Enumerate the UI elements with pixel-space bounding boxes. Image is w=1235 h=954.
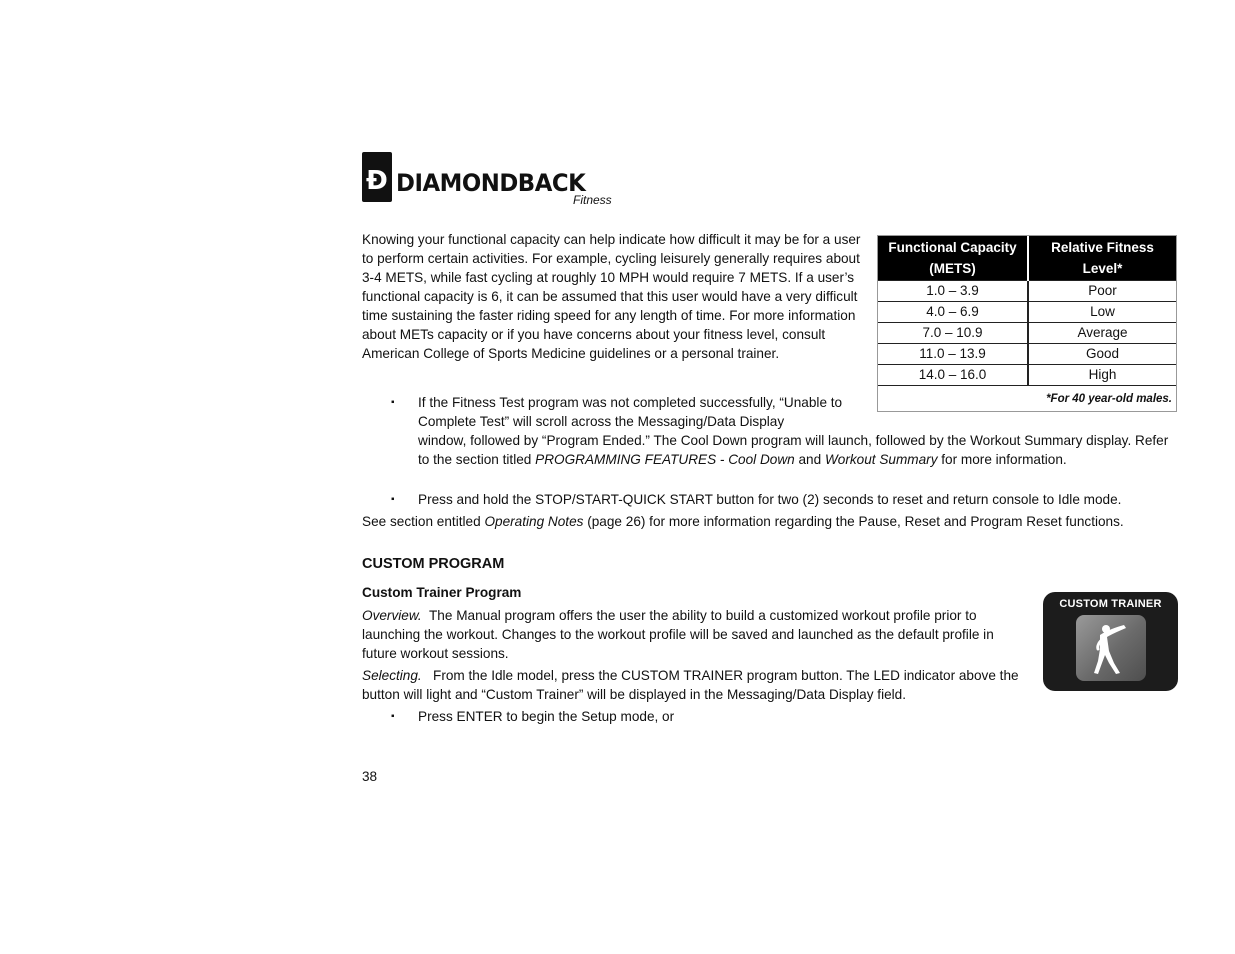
custom-trainer-button-label: CUSTOM TRAINER (1059, 598, 1162, 610)
table-cell: 14.0 – 16.0 (878, 365, 1028, 386)
bullet-marker: ▪ (391, 711, 395, 722)
table-header: Functional Capacity (METS) (878, 236, 1028, 281)
section-heading-custom-program: CUSTOM PROGRAM (362, 556, 505, 572)
table-row (878, 344, 1176, 365)
bullet-marker: ▪ (391, 494, 395, 505)
table-cell: High (1028, 365, 1176, 386)
logo-sub: Fitness (573, 193, 612, 207)
bullet-marker: ▪ (391, 397, 395, 408)
table-cell: 4.0 – 6.9 (878, 302, 1028, 323)
table-cell: 1.0 – 3.9 (878, 281, 1028, 302)
fitness-table (877, 235, 1177, 412)
table-footnote: *For 40 year-old males. (1046, 393, 1172, 405)
table-cell: 11.0 – 13.9 (878, 344, 1028, 365)
table-cell: Low (1028, 302, 1176, 323)
bullet-text-fitness-test: If the Fitness Test program was not completed successfully, “Unable to Complete Test” will scroll across the Messaging/Data Display (418, 395, 843, 429)
bullet-text-fitness-test-cont: window, followed by “Program Ended.” The Cool Down program will launch, followed by the Workout Summary display. Refer to the section titled PROGRAMMING FEATURES - Cool Down and Workout Summary for more information. (418, 433, 1169, 467)
intro-paragraph: Knowing your functional capacity can help indicate how difficult it may be for a user to perform certain activities. For example, cycling leisurely generally requires about 3-4 METS, while fast cycling at roughly 10 MPH would require 7 METS. If a user’s functional capacity is 6, it can be assumed that this user would have a very difficult time sustaining the faster riding speed for any length of time. For more information about METs capacity or if you have concerns about your fitness level, consult American College of Sports Medicine guidelines or a personal trainer. (362, 232, 861, 361)
logo-brand: DIAMONDBACK (396, 169, 586, 197)
table-cell: Average (1028, 323, 1176, 344)
table-cell: Poor (1028, 281, 1176, 302)
diamondback-logo (362, 152, 618, 208)
see-section-paragraph: See section entitled Operating Notes (page 26) for more information regarding the Pause, Reset and Program Reset functions. (362, 514, 1124, 529)
bullet-text-reset: Press and hold the STOP/START-QUICK START button for two (2) seconds to reset and return console to Idle mode. (418, 492, 1122, 507)
table-row (878, 365, 1176, 386)
table-row (878, 302, 1176, 323)
page-number: 38 (362, 769, 378, 784)
table-row (878, 281, 1176, 302)
bullet-text-enter: Press ENTER to begin the Setup mode, or (418, 709, 675, 724)
selecting-paragraph: Selecting. From the Idle model, press the CUSTOM TRAINER program button. The LED indicator above the button will light and “Custom Trainer” will be displayed in the Messaging/Data Display field. (362, 668, 1023, 702)
custom-trainer-button-image (1043, 592, 1178, 691)
overview-paragraph: Overview. The Manual program offers the user the ability to build a customized workout profile prior to launching the workout. Changes to the workout profile will be saved and launched as the default profile in future workout sessions. (362, 608, 998, 661)
table-header: Relative Fitness Level* (1028, 236, 1176, 281)
stretching-figure-icon (1076, 615, 1146, 681)
table-row (878, 323, 1176, 344)
table-cell: 7.0 – 10.9 (878, 323, 1028, 344)
logo-mark-icon: Ð (362, 152, 392, 202)
table-cell: Good (1028, 344, 1176, 365)
subheading-custom-trainer: Custom Trainer Program (362, 585, 522, 600)
